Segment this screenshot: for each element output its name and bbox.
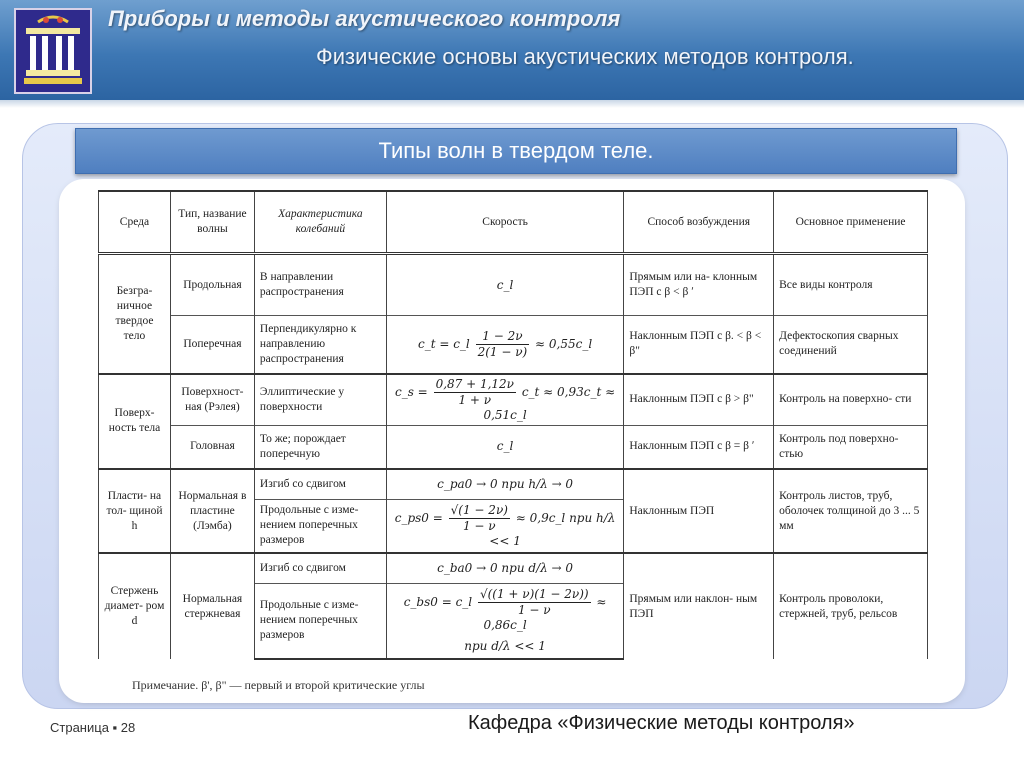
header-cell: Основное применение — [774, 191, 928, 254]
header-divider — [0, 100, 1024, 108]
table-sheet — [62, 182, 962, 700]
table-note: Примечание. β', β" — первый и второй критические углы — [132, 678, 425, 692]
formula-numerator: 1 − 2ν — [476, 329, 530, 345]
formula-numerator: √((1 + ν)(1 − 2ν)) — [479, 587, 589, 602]
excitation-cell: Наклонным ПЭП с β > β" — [624, 374, 774, 426]
page-number: Страница ▪ 28 — [50, 720, 136, 735]
header-cell: Характеристика колебаний — [254, 191, 386, 254]
department-label: Кафедра «Физические методы контроля» — [468, 712, 855, 734]
speed-cell: c_ba0 → 0 при d/λ → 0 — [386, 553, 624, 583]
table-row — [99, 254, 928, 316]
table-row — [99, 469, 928, 499]
characteristic-cell: Изгиб со сдвигом — [254, 469, 386, 499]
medium-cell: Поверх- ность тела — [99, 374, 171, 470]
formula-prefix: c_bs0 = c_l — [403, 595, 473, 610]
characteristic-cell: Перпендикулярно к направлению распространения — [254, 316, 386, 374]
characteristic-cell: В направлении распространения — [254, 254, 386, 316]
application-cell: Все виды контроля — [774, 254, 928, 316]
speed-cell: c_l — [386, 254, 624, 316]
excitation-cell: Наклонным ПЭП — [624, 469, 774, 553]
speed-cell: c_pa0 → 0 при h/λ → 0 — [386, 469, 624, 499]
characteristic-cell: То же; порождает поперечную — [254, 425, 386, 469]
formula-fraction — [476, 329, 530, 360]
page-subtitle: Физические основы акустических методов контроля. — [316, 44, 854, 69]
characteristic-cell: Эллиптические у поверхности — [254, 374, 386, 426]
section-banner: Типы волн в твердом теле. — [75, 128, 957, 174]
table-row — [99, 316, 928, 374]
speed-formula-cell — [386, 316, 624, 374]
speed-formula-cell — [386, 499, 624, 553]
table-row — [99, 425, 928, 469]
wave-type-cell: Нормальная стержневая — [170, 553, 254, 659]
characteristic-cell: Изгиб со сдвигом — [254, 553, 386, 583]
page-title: Приборы и методы акустического контроля — [108, 6, 621, 31]
table-row — [99, 374, 928, 426]
characteristic-cell: Продольные с изме- нением поперечных размеров — [254, 583, 386, 659]
application-cell: Контроль под поверхно- стью — [774, 425, 928, 469]
wave-type-cell: Поверхност- ная (Рэлея) — [170, 374, 254, 426]
formula-numerator: √(1 − 2ν) — [450, 502, 508, 517]
formula-fraction — [478, 587, 591, 618]
medium-cell: Пласти- на тол- щиной h — [99, 469, 171, 553]
characteristic-cell: Продольные с изме- нением поперечных размеров — [254, 499, 386, 553]
wave-type-cell: Нормальная в пластине (Лэмба) — [170, 469, 254, 553]
formula-prefix: c_ps0 = — [394, 510, 443, 525]
formula-denominator: 1 + ν — [458, 392, 492, 407]
formula-prefix: c_s = — [394, 384, 428, 399]
wave-type-cell: Поперечная — [170, 316, 254, 374]
columns-emblem-icon — [16, 10, 90, 92]
header-cell: Способ возбуждения — [624, 191, 774, 254]
formula-numerator: 0,87 + 1,12ν — [435, 376, 514, 391]
formula-denominator: 1 − ν — [517, 603, 551, 618]
formula-fraction — [434, 377, 516, 408]
speed-formula-cell — [386, 583, 624, 659]
application-cell: Контроль проволоки, стержней, труб, рельсов — [774, 553, 928, 659]
wave-types-table — [98, 190, 928, 660]
speed-formula-cell — [386, 374, 624, 426]
formula-fraction — [449, 503, 510, 534]
medium-cell: Безгра- ничное твердое тело — [99, 254, 171, 374]
formula-condition: при d/λ << 1 — [464, 639, 546, 654]
excitation-cell: Наклонным ПЭП с β. < β < β" — [624, 316, 774, 374]
formula-prefix: c_t = c_l — [417, 336, 470, 351]
excitation-cell: Прямым или на- клонным ПЭП с β < β ʹ — [624, 254, 774, 316]
header-cell: Скорость — [386, 191, 624, 254]
application-cell: Контроль листов, труб, оболочек толщиной до 3 ... 5 мм — [774, 469, 928, 553]
medium-cell: Стержень диамет- ром d — [99, 553, 171, 659]
application-cell: Контроль на поверхно- сти — [774, 374, 928, 426]
formula-suffix: ≈ 0,86c_l — [483, 595, 607, 633]
wave-type-cell: Продольная — [170, 254, 254, 316]
table-row — [99, 553, 928, 583]
formula-denominator: 2(1 − ν) — [477, 344, 528, 359]
table-header-row — [99, 191, 928, 254]
excitation-cell: Прямым или наклон- ным ПЭП — [624, 553, 774, 659]
header-cell: Среда — [99, 191, 171, 254]
formula-denominator: 1 − ν — [462, 518, 496, 533]
formula-suffix: ≈ 0,9c_l при h/λ << 1 — [489, 510, 616, 548]
header-cell: Тип, название волны — [170, 191, 254, 254]
speed-cell: c_l — [386, 425, 624, 469]
formula-suffix: ≈ 0,55c_l — [535, 336, 593, 351]
university-logo — [14, 8, 92, 94]
formula-suffix: c_t ≈ 0,93c_t ≈ 0,51c_l — [483, 384, 616, 422]
wave-type-cell: Головная — [170, 425, 254, 469]
application-cell: Дефектоскопия сварных соединений — [774, 316, 928, 374]
excitation-cell: Наклонным ПЭП с β = β ʹ — [624, 425, 774, 469]
